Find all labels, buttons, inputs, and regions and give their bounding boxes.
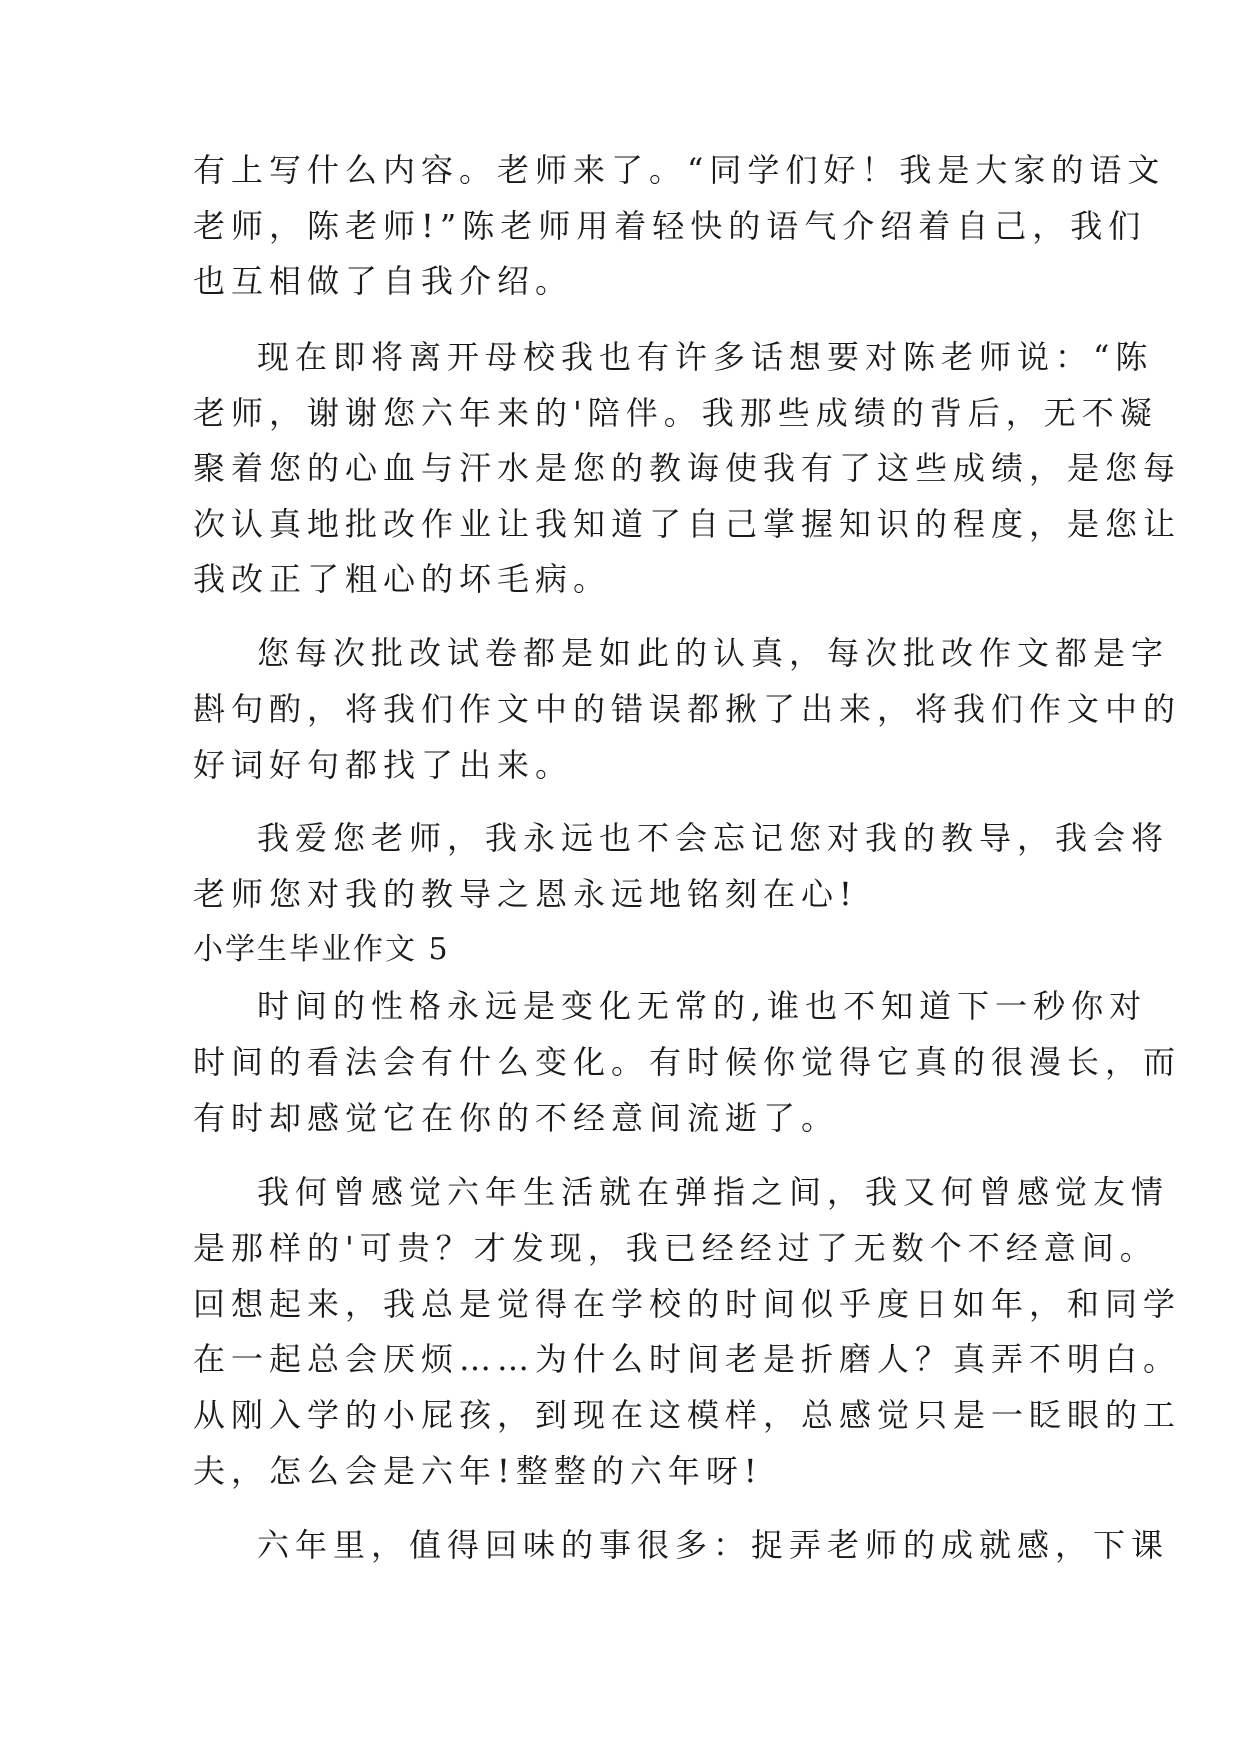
text-line: 现在即将离开母校我也有许多话想要对陈老师说：“陈 xyxy=(257,338,1154,376)
text-line: 时间的看法会有什么变化。有时候你觉得它真的很漫长，而 xyxy=(193,1043,1182,1081)
text-line: 我何曾感觉六年生活就在弹指之间，我又何曾感觉友情 xyxy=(257,1173,1170,1211)
text-line: 老师，陈老师!”陈老师用着轻快的语气介绍着自己，我们 xyxy=(193,207,1147,245)
section-title: 小学生毕业作文 5 xyxy=(193,932,450,967)
text-line: 老师，谢谢您六年来的'陪伴。我那些成绩的背后，无不凝 xyxy=(193,394,1158,432)
text-line: 聚着您的心血与汗水是您的教诲使我有了这些成绩，是您每 xyxy=(193,449,1182,487)
text-line: 时间的性格永远是变化无常的,谁也不知道下一秒你对 xyxy=(257,987,1148,1025)
text-line: 老师您对我的教导之恩永远地铭刻在心! xyxy=(193,875,858,913)
text-line: 我改正了粗心的坏毛病。 xyxy=(193,560,612,598)
text-line: 回想起来，我总是觉得在学校的时间似乎度日如年，和同学 xyxy=(193,1285,1182,1323)
text-line: 从刚入学的小屁孩，到现在这模样，总感觉只是一眨眼的工 xyxy=(193,1396,1182,1434)
text-line: 在一起总会厌烦……为什么时间老是折磨人？真弄不明白。 xyxy=(193,1340,1182,1378)
text-line: 好词好句都找了出来。 xyxy=(193,746,574,784)
text-line: 我爱您老师，我永远也不会忘记您对我的教导，我会将 xyxy=(257,819,1170,857)
text-line: 有时却感觉它在你的不经意间流逝了。 xyxy=(193,1099,840,1137)
text-line: 次认真地批改作业让我知道了自己掌握知识的程度，是您让 xyxy=(193,505,1182,543)
text-line: 是那样的'可贵？才发现，我已经经过了无数个不经意间。 xyxy=(193,1229,1158,1267)
text-line: 六年里，值得回味的事很多：捉弄老师的成就感，下课 xyxy=(257,1526,1170,1564)
text-line: 也互相做了自我介绍。 xyxy=(193,262,574,300)
text-line: 夫，怎么会是六年!整整的六年呀! xyxy=(193,1452,763,1490)
text-line: 有上写什么内容。老师来了。“同学们好！我是大家的语文 xyxy=(193,151,1166,189)
text-line: 您每次批改试卷都是如此的认真，每次批改作文都是字 xyxy=(257,634,1170,672)
text-line: 斟句酌，将我们作文中的错误都揪了出来，将我们作文中的 xyxy=(193,690,1182,728)
